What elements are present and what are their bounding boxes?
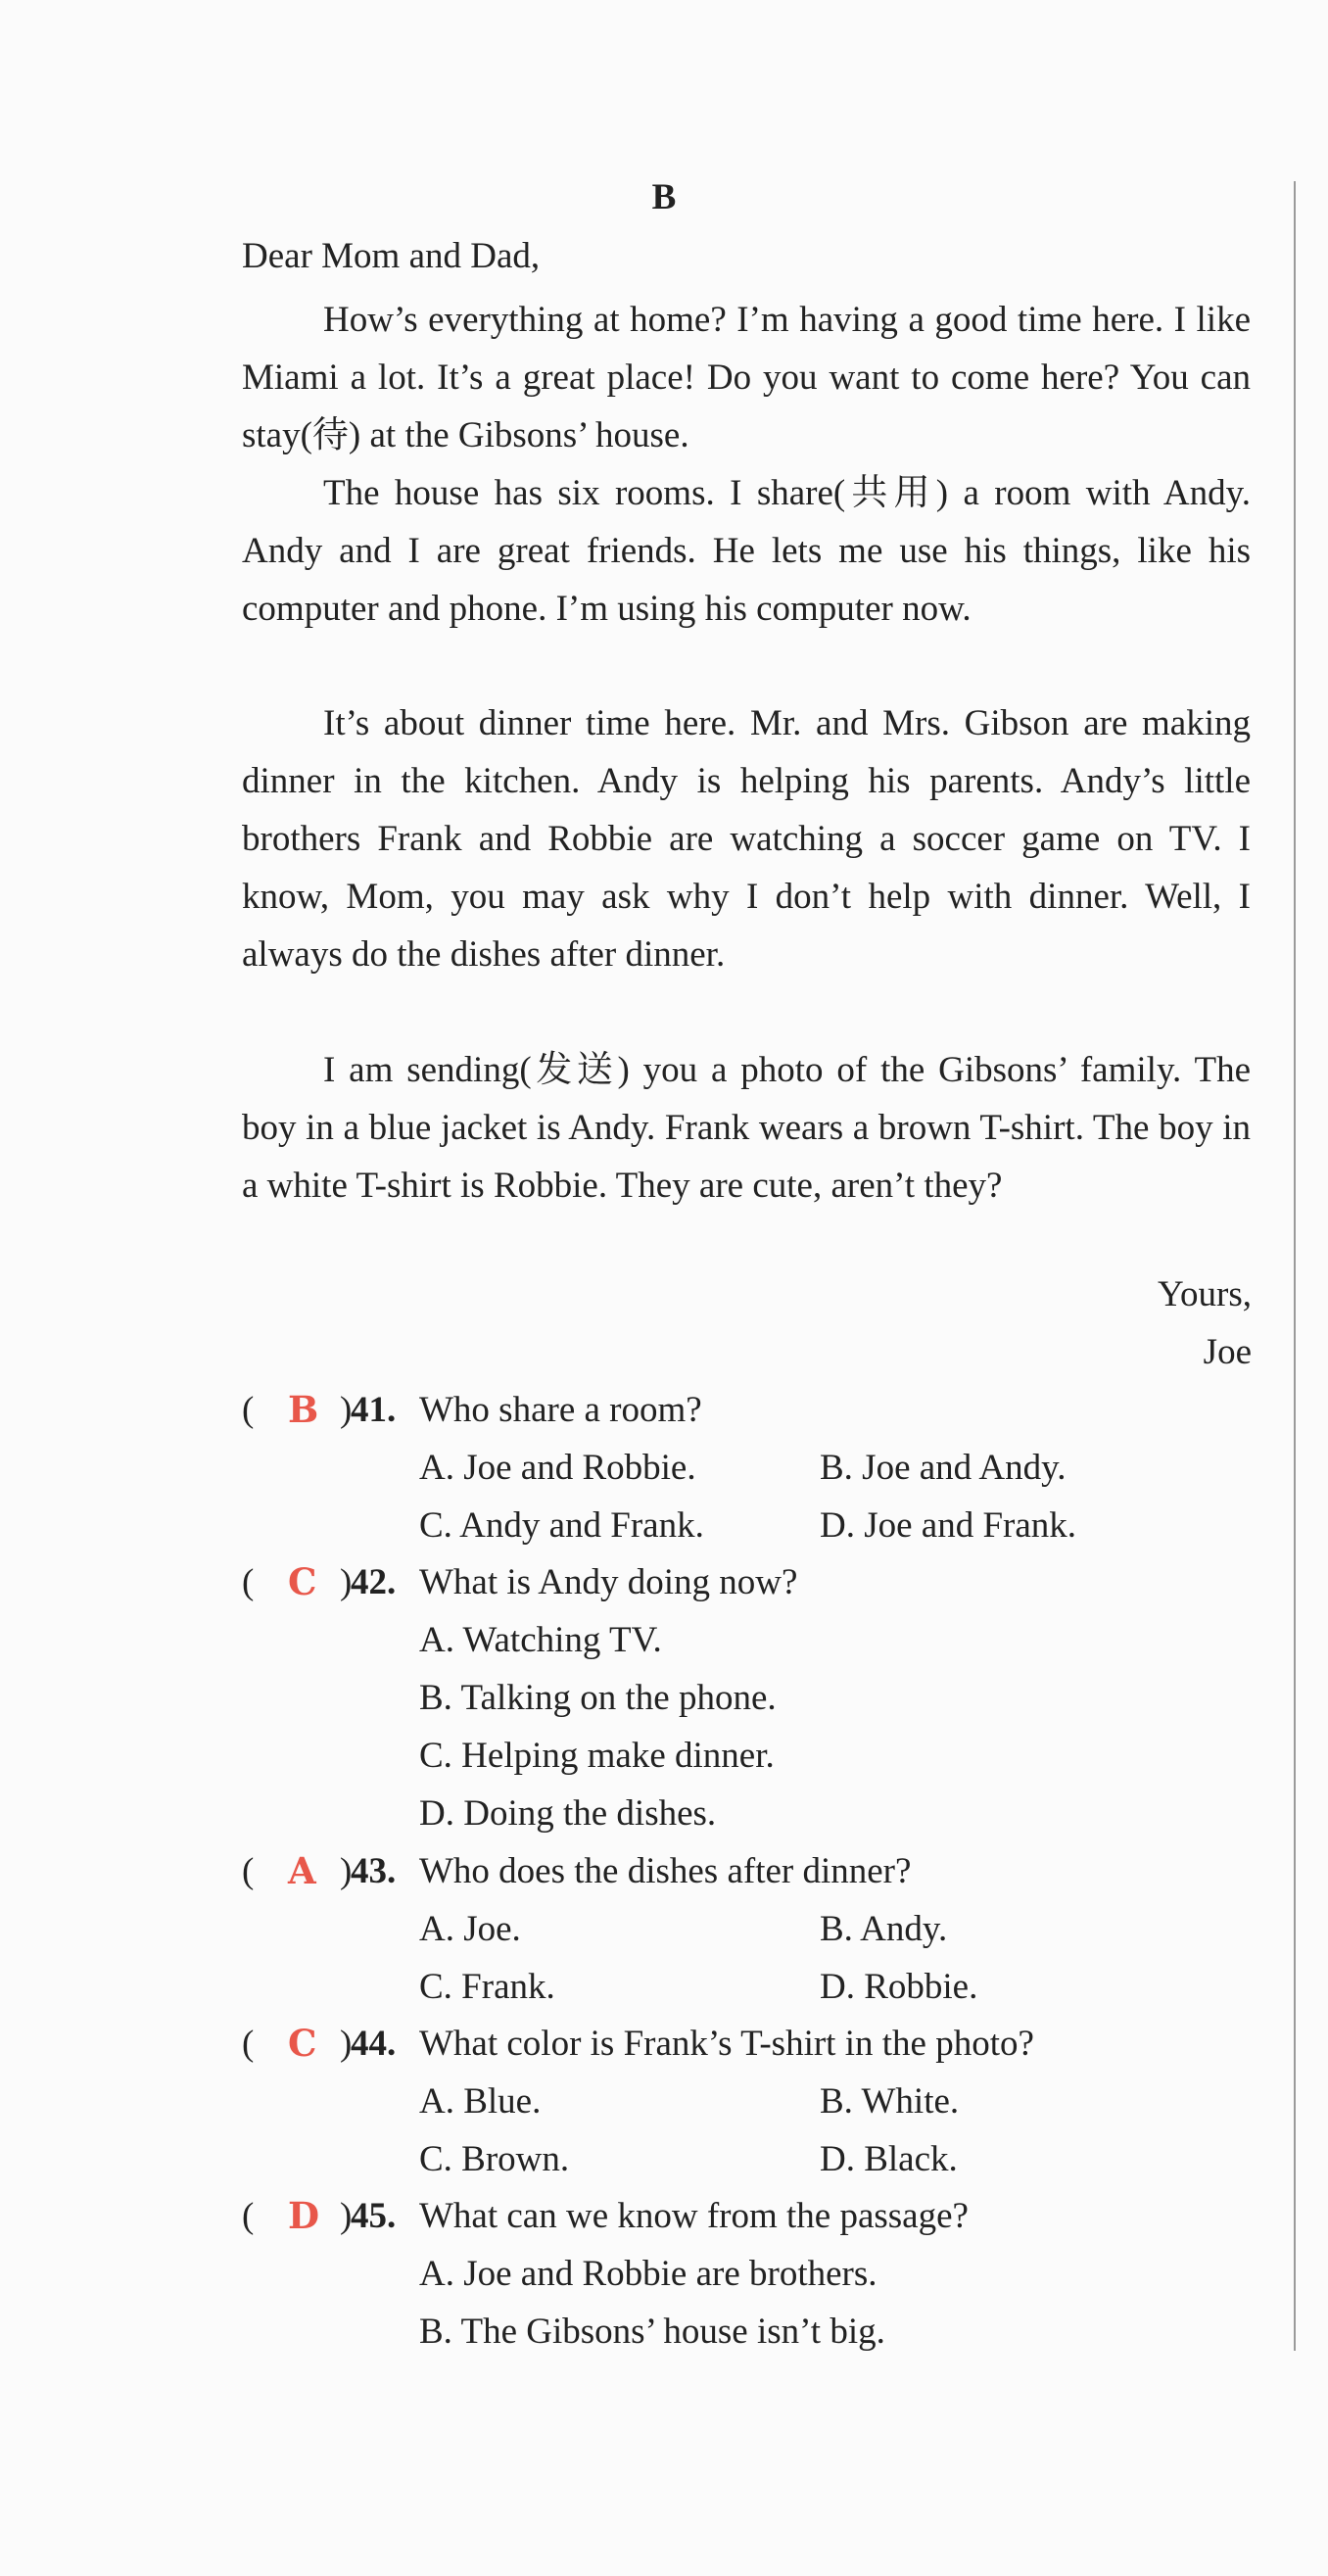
- option-c: C. Brown.: [419, 2139, 570, 2179]
- option-d: D. Black.: [820, 2139, 958, 2179]
- option-row: [242, 1611, 1251, 1669]
- option-row: [242, 1900, 1251, 1958]
- question-number: 42.: [351, 1562, 397, 1602]
- option-row: [242, 2303, 1251, 2361]
- option-a: A. Watching TV.: [419, 1620, 662, 1660]
- question-stem: [242, 1381, 1251, 1439]
- option-row: [242, 2245, 1251, 2303]
- answer-paren-open: (: [242, 1562, 255, 1602]
- option-row: [242, 1439, 1251, 1497]
- answer-paren-open: (: [242, 1390, 255, 1430]
- option-a: A. Joe.: [419, 1909, 521, 1949]
- option-d: D. Doing the dishes.: [419, 1793, 717, 1834]
- question-45: [242, 2187, 1251, 2361]
- answer-paren-open: (: [242, 1851, 255, 1891]
- question-text: What can we know from the passage?: [419, 2196, 969, 2236]
- option-b: B. The Gibsons’ house isn’t big.: [419, 2312, 885, 2352]
- question-42: [242, 1553, 1251, 1842]
- question-43: [242, 1842, 1251, 2016]
- option-row: [242, 2130, 1251, 2188]
- answer-paren-open: (: [242, 2024, 255, 2064]
- answer-paren-open: (: [242, 2196, 255, 2236]
- letter-closing: Yours,: [1158, 1274, 1252, 1314]
- answer-mark: C: [288, 2022, 317, 2065]
- option-row: [242, 1727, 1251, 1785]
- option-c: C. Helping make dinner.: [419, 1736, 775, 1776]
- answer-paren-close: ): [340, 1390, 353, 1430]
- option-c: C. Andy and Frank.: [419, 1505, 704, 1546]
- answer-mark: C: [288, 1560, 317, 1603]
- section-title: B: [651, 177, 677, 217]
- letter-paragraph: The house has six rooms. I share(共用) a room with Andy. Andy and I are great friends. He lets me use his things, like his computer and phone. I’m using his computer now.: [242, 473, 1251, 629]
- option-c: C. Frank.: [419, 1967, 555, 2007]
- answer-mark: A: [288, 1849, 316, 1892]
- option-a: A. Joe and Robbie.: [419, 1448, 696, 1488]
- option-row: [242, 1497, 1251, 1554]
- option-row: [242, 1669, 1251, 1727]
- question-text: What is Andy doing now?: [419, 1562, 798, 1602]
- question-stem: [242, 1553, 1251, 1611]
- option-b: B. Joe and Andy.: [820, 1448, 1067, 1488]
- option-d: D. Joe and Frank.: [820, 1505, 1077, 1546]
- option-b: B. Talking on the phone.: [419, 1678, 777, 1718]
- answer-paren-close: ): [340, 1851, 353, 1891]
- question-number: 41.: [351, 1390, 397, 1430]
- question-41: [242, 1381, 1251, 1554]
- question-number: 44.: [351, 2024, 397, 2064]
- answer-paren-close: ): [340, 2024, 353, 2064]
- question-stem: [242, 2187, 1251, 2245]
- question-number: 45.: [351, 2196, 397, 2236]
- question-stem: [242, 1842, 1251, 1900]
- answer-paren-close: ): [340, 1562, 353, 1602]
- question-44: [242, 2015, 1251, 2188]
- question-text: What color is Frank’s T-shirt in the photo?: [419, 2024, 1034, 2064]
- answer-mark: D: [288, 2194, 320, 2237]
- question-stem: [242, 2015, 1251, 2073]
- answer-paren-close: ): [340, 2196, 353, 2236]
- letter-paragraph: It’s about dinner time here. Mr. and Mrs. Gibson are making dinner in the kitchen. Andy is helping his parents. Andy’s little brothers Frank and Robbie are watching a soccer game on TV. I know, Mom, you may ask why I don’t help with dinner. Well, I always do the dishes after dinner.: [242, 703, 1251, 975]
- question-number: 43.: [351, 1851, 397, 1891]
- option-b: B. White.: [820, 2081, 960, 2122]
- question-text: Who does the dishes after dinner?: [419, 1851, 912, 1891]
- option-row: [242, 1785, 1251, 1842]
- answer-mark: B: [288, 1388, 319, 1431]
- option-row: [242, 1958, 1251, 2016]
- option-d: D. Robbie.: [820, 1967, 978, 2007]
- option-a: A. Joe and Robbie are brothers.: [419, 2254, 877, 2294]
- letter-paragraph: How’s everything at home? I’m having a good time here. I like Miami a lot. It’s a great place! Do you want to come here? You can stay(待) at the Gibsons’ house.: [242, 300, 1251, 455]
- letter-salutation: Dear Mom and Dad,: [242, 236, 541, 276]
- letter-signature: Joe: [1203, 1332, 1252, 1372]
- page-edge-rule: [1294, 181, 1296, 2351]
- letter-paragraph: I am sending(发送) you a photo of the Gibsons’ family. The boy in a blue jacket is Andy. Frank wears a brown T-shirt. The boy in a white T-shirt is Robbie. They are cute, aren’t they?: [242, 1050, 1251, 1206]
- question-text: Who share a room?: [419, 1390, 702, 1430]
- option-b: B. Andy.: [820, 1909, 948, 1949]
- option-a: A. Blue.: [419, 2081, 542, 2122]
- option-row: [242, 2073, 1251, 2130]
